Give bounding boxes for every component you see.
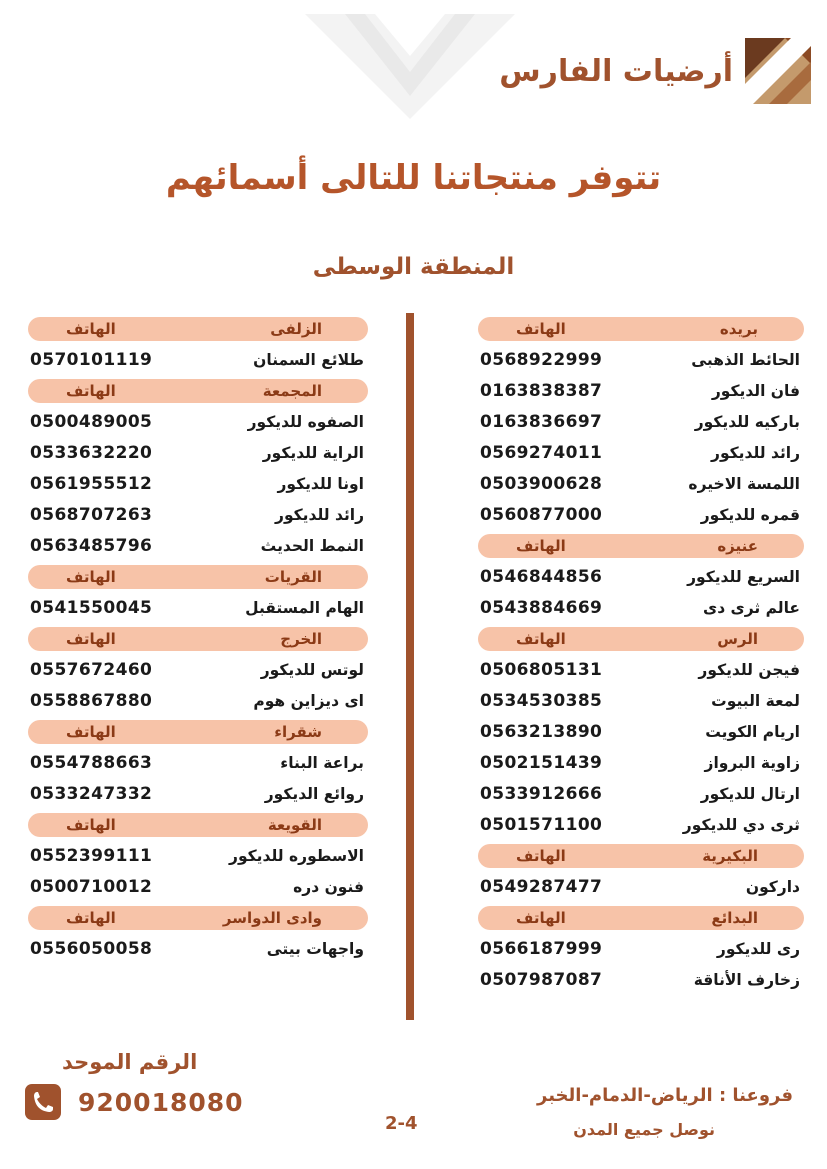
store-phone: 0549287477 [480, 877, 603, 897]
store-name: طلائع السمنان [253, 351, 364, 369]
store-phone: 0560877000 [480, 505, 603, 525]
store-row [28, 347, 368, 378]
phone-column-header: الهاتف [516, 630, 566, 648]
city-name: الزلفى [270, 320, 322, 338]
store-name: روائع الديكور [264, 785, 364, 803]
city-header [478, 906, 804, 930]
store-row [478, 502, 804, 533]
store-name: رائد للديكور [711, 444, 800, 462]
store-phone: 0163836697 [480, 412, 603, 432]
store-row [478, 781, 804, 812]
store-name: زخارف الأناقة [693, 971, 800, 989]
branches-text: فروعنا : الرياض-الدمام-الخبر [537, 1085, 793, 1106]
store-name: زاوية البرواز [704, 754, 800, 772]
store-name: قمره للديكور [700, 506, 800, 524]
store-row [28, 781, 368, 812]
store-name: الهام المستقبل [245, 599, 364, 617]
store-row [478, 595, 804, 626]
store-row [478, 874, 804, 905]
store-phone: 0566187999 [480, 939, 603, 959]
store-name: اى ديزاين هوم [253, 692, 364, 710]
store-name: رى للديكور [716, 940, 800, 958]
store-name: رائد للديكور [275, 506, 364, 524]
store-name: اريام الكويت [705, 723, 800, 741]
phone-icon [25, 1084, 61, 1120]
city-header [28, 379, 368, 403]
store-phone: 0501571100 [480, 815, 603, 835]
city-name: بريده [719, 320, 758, 338]
store-name: السريع للديكور [687, 568, 800, 586]
store-name: اللمسة الاخيره [688, 475, 800, 493]
phone-column-header: الهاتف [516, 847, 566, 865]
store-row [478, 409, 804, 440]
store-row [478, 471, 804, 502]
store-name: واجهات بيتى [266, 940, 364, 958]
store-name: داركون [745, 878, 800, 896]
store-phone: 0563485796 [30, 536, 153, 556]
store-name: ثرى دي للديكور [682, 816, 800, 834]
store-row [478, 688, 804, 719]
city-name: البدائع [711, 909, 758, 927]
store-phone: 0543884669 [480, 598, 603, 618]
store-phone: 0502151439 [480, 753, 603, 773]
region-title: المنطقة الوسطى [312, 254, 515, 280]
right-column [478, 316, 804, 998]
store-phone: 0503900628 [480, 474, 603, 494]
store-row [28, 440, 368, 471]
unified-number-label: الرقم الموحد [62, 1050, 198, 1074]
phone-column-header: الهاتف [66, 723, 116, 741]
store-phone: 0563213890 [480, 722, 603, 742]
store-phone: 0556050058 [30, 939, 153, 959]
store-name: النمط الحديث [260, 537, 364, 555]
store-row [28, 657, 368, 688]
brand-logo-icon [745, 38, 811, 104]
store-phone: 0533247332 [30, 784, 153, 804]
phone-column-header: الهاتف [66, 909, 116, 927]
store-phone: 0533632220 [30, 443, 153, 463]
store-row [478, 812, 804, 843]
store-phone: 0568922999 [480, 350, 603, 370]
store-phone: 0570101119 [30, 350, 153, 370]
store-row [478, 657, 804, 688]
store-row [478, 719, 804, 750]
store-phone: 0546844856 [480, 567, 603, 587]
page-headline: تتوفر منتجاتنا للتالى أسمائهم [165, 158, 662, 198]
delivery-text: نوصل جميع المدن [573, 1120, 715, 1139]
store-phone: 0561955512 [30, 474, 153, 494]
city-header [478, 627, 804, 651]
page-number: 2-4 [385, 1113, 418, 1134]
store-name: اونا للديكور [277, 475, 364, 493]
city-name: وادى الدواسر [222, 909, 322, 927]
left-column [28, 316, 368, 967]
store-phone: 0506805131 [480, 660, 603, 680]
city-name: القريات [264, 568, 322, 586]
city-name: الخرج [280, 630, 322, 648]
store-name: فان الديكور [711, 382, 800, 400]
unified-number: 920018080 [78, 1088, 244, 1117]
store-row [478, 440, 804, 471]
store-row [28, 502, 368, 533]
store-row [28, 750, 368, 781]
store-phone: 0500489005 [30, 412, 153, 432]
column-divider [406, 313, 414, 1020]
city-name: عنيزه [717, 537, 758, 555]
brand-name: أرضيات الفارس [499, 53, 733, 89]
store-row [478, 378, 804, 409]
store-phone: 0163838387 [480, 381, 603, 401]
store-row [478, 564, 804, 595]
store-phone: 0558867880 [30, 691, 153, 711]
phone-column-header: الهاتف [516, 909, 566, 927]
city-name: القويعة [267, 816, 322, 834]
store-name: عالم ثرى دى [702, 599, 800, 617]
store-name: لمعة البيوت [711, 692, 800, 710]
store-row [28, 533, 368, 564]
store-row [28, 471, 368, 502]
store-row [28, 843, 368, 874]
store-name: الراية للديكور [262, 444, 364, 462]
phone-column-header: الهاتف [66, 816, 116, 834]
store-row [28, 595, 368, 626]
store-phone: 0557672460 [30, 660, 153, 680]
city-name: شقراء [274, 723, 322, 741]
store-phone: 0541550045 [30, 598, 153, 618]
store-phone: 0552399111 [30, 846, 153, 866]
store-name: الحائط الذهبى [691, 351, 800, 369]
store-name: فنون دره [293, 878, 364, 896]
city-header [478, 534, 804, 558]
city-header [478, 844, 804, 868]
store-name: براعة البناء [280, 754, 364, 772]
store-row [478, 967, 804, 998]
store-phone: 0507987087 [480, 970, 603, 990]
city-name: البكيرية [702, 847, 758, 865]
city-header [28, 317, 368, 341]
store-row [478, 750, 804, 781]
city-name: المجمعة [262, 382, 322, 400]
store-row [478, 347, 804, 378]
brand [499, 38, 811, 104]
city-name: الرس [717, 630, 758, 648]
store-phone: 0554788663 [30, 753, 153, 773]
store-row [28, 688, 368, 719]
phone-column-header: الهاتف [66, 320, 116, 338]
city-header [28, 720, 368, 744]
store-name: الصفوه للديكور [247, 413, 364, 431]
phone-column-header: الهاتف [66, 568, 116, 586]
store-phone: 0569274011 [480, 443, 603, 463]
phone-column-header: الهاتف [516, 320, 566, 338]
city-header [28, 813, 368, 837]
city-header [478, 317, 804, 341]
footer-branches [537, 1085, 793, 1139]
store-row [28, 409, 368, 440]
phone-column-header: الهاتف [66, 382, 116, 400]
store-phone: 0534530385 [480, 691, 603, 711]
store-name: ارتال للديكور [700, 785, 800, 803]
store-name: فيجن للديكور [698, 661, 800, 679]
city-header [28, 565, 368, 589]
city-header [28, 627, 368, 651]
watermark-chevron-icon [305, 14, 515, 119]
store-phone: 0568707263 [30, 505, 153, 525]
phone-column-header: الهاتف [516, 537, 566, 555]
store-row [28, 874, 368, 905]
store-phone: 0533912666 [480, 784, 603, 804]
store-phone: 0500710012 [30, 877, 153, 897]
store-name: لوتس للديكور [260, 661, 364, 679]
store-row [28, 936, 368, 967]
store-name: باركيه للديكور [694, 413, 800, 431]
city-header [28, 906, 368, 930]
phone-column-header: الهاتف [66, 630, 116, 648]
store-row [478, 936, 804, 967]
store-name: الاسطوره للديكور [229, 847, 364, 865]
